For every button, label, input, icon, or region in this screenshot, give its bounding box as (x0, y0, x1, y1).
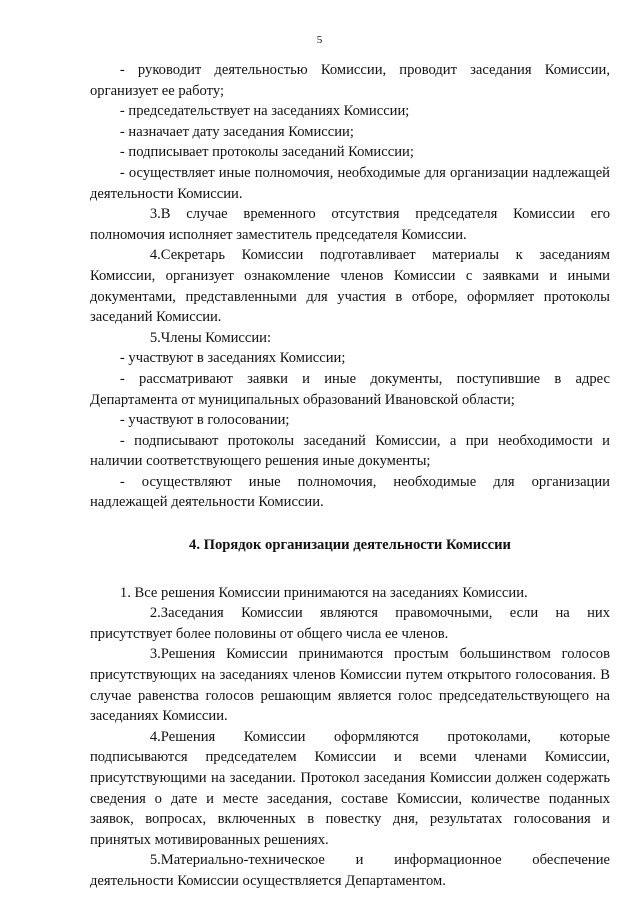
member-duty-2: - рассматривают заявки и иные документы, поступившие в адрес Департамента от муниципальных образований Ивановской области; (90, 370, 610, 408)
item-number: 4. (149, 728, 161, 745)
item-text: Секретарь Комиссии подготавливает материалы к заседаниям Комиссии, организует ознакомление членов Комиссии с заявками и иными документами, представленными для участия в отборе, оформляет протоколы заседаний Комиссии. (90, 247, 610, 326)
item-number: 2. (149, 605, 161, 622)
item-text: Члены Комиссии: (160, 329, 272, 346)
item-number: 5. (149, 329, 161, 346)
item-number: 4. (149, 247, 161, 264)
section3-item-4 (90, 245, 610, 327)
item-number: 3. (149, 206, 161, 223)
chair-duty-5: - осуществляет иные полномочия, необходимые для организации надлежащей деятельности Комиссии. (90, 164, 610, 202)
chair-duty-4: - подписывает протоколы заседаний Комиссии; (119, 144, 414, 161)
member-duty-5: - осуществляют иные полномочия, необходимые для организации надлежащей деятельности Комиссии. (90, 473, 610, 511)
section4-item-5 (90, 850, 610, 891)
item-number: 5. (149, 852, 161, 869)
member-duty-4: - подписывают протоколы заседаний Комиссии, а при необходимости и наличии соответствующего решения иные документы; (90, 432, 610, 470)
member-duty-3: - участвуют в голосовании; (119, 412, 290, 429)
member-duty-1: - участвуют в заседаниях Комиссии; (119, 350, 346, 367)
item-text: Заседания Комиссии являются правомочными, если на них присутствует более половины от общего числа ее членов. (90, 605, 610, 642)
page-number: 5 (316, 34, 323, 46)
section4-item-2 (90, 603, 610, 644)
item-text: Все решения Комиссии принимаются на заседаниях Комиссии. (134, 584, 528, 601)
chair-duty-1: - руководит деятельностью Комиссии, проводит заседания Комиссии, организует ее работу; (90, 62, 610, 99)
item-number: 1. (119, 584, 131, 601)
item-text: Материально-техническое и информационное обеспечение деятельности Комиссии осуществляется Департаментом. (90, 852, 610, 889)
item-text: Решения Комиссии принимаются простым большинством голосов присутствующих на заседаниях членов Комиссии путем открытого голосования. В случае равенства голосов решающим является голос председательствующего на заседаниях Комиссии. (90, 646, 610, 725)
chair-duty-2: - председательствует на заседаниях Комиссии; (119, 103, 410, 120)
item-text: Решения Комиссии оформляются протоколами, которые подписываются председателем Комиссии и всеми членами Комиссии, присутствующими на заседании. Протокол заседания Комиссии должен содержать сведения о дате и месте заседания, составе Комиссии, количестве поданных заявок, вопросах, включенных в повестку дня, результатах голосования и принятых мотивированных решениях. (90, 728, 610, 848)
chair-duty-3: - назначает дату заседания Комиссии; (119, 123, 354, 140)
section4-item-1 (90, 583, 610, 604)
item-number: 3. (149, 646, 161, 663)
section4-item-4 (90, 727, 610, 851)
section-heading: 4. Порядок организации деятельности Комиссии (189, 537, 511, 554)
section3-item-3 (90, 204, 610, 245)
item-text: В случае временного отсутствия председателя Комиссии его полномочия исполняет заместитель председателя Комиссии. (90, 206, 610, 243)
section4-item-3 (90, 644, 610, 726)
section3-item-5 (90, 328, 610, 349)
document-body (90, 60, 610, 892)
